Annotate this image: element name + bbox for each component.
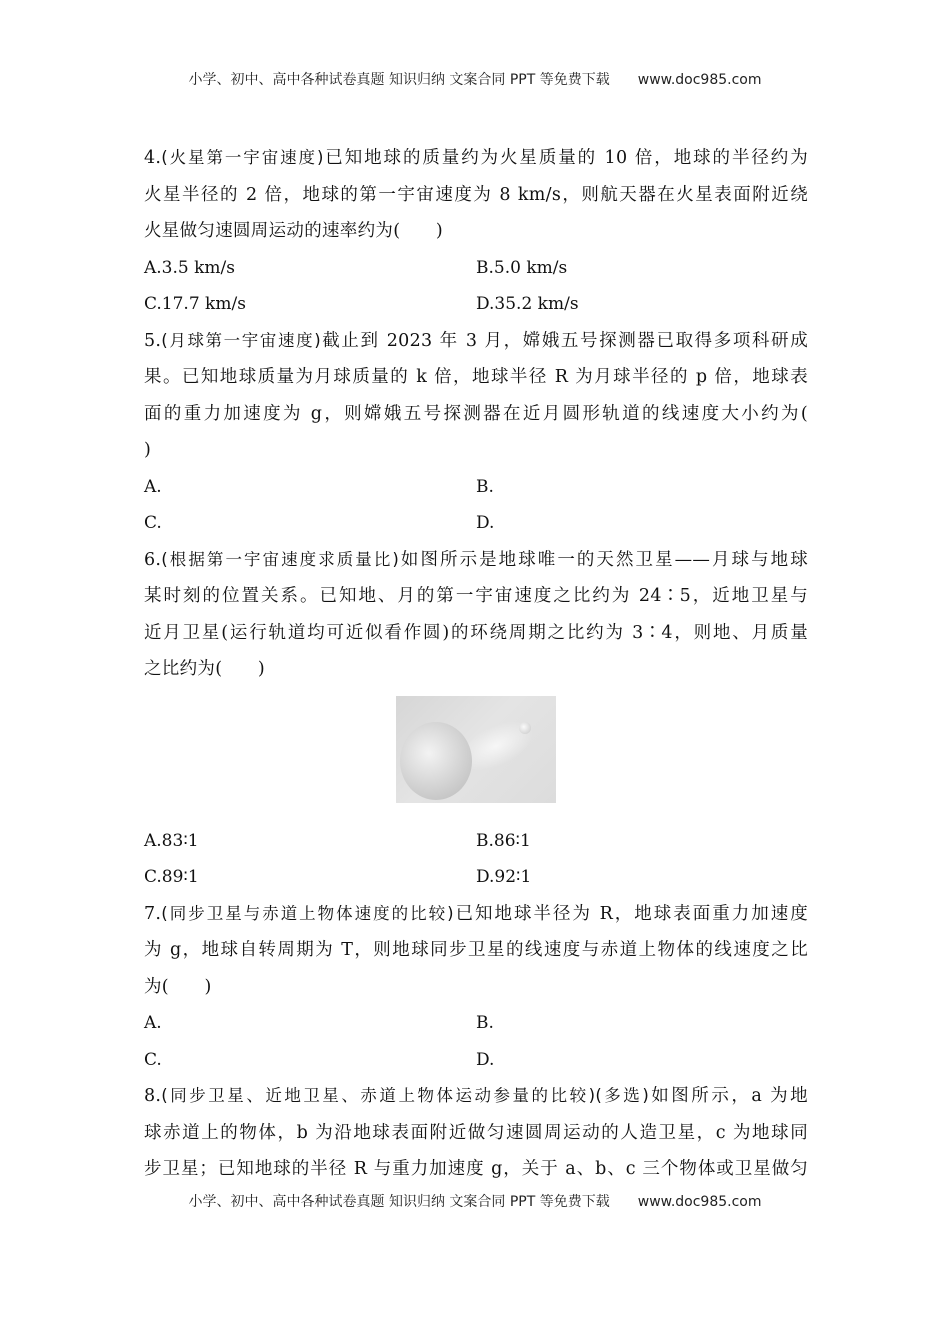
footer-url: www.doc985.com <box>637 1194 762 1210</box>
option-c: C. <box>144 1049 162 1070</box>
question-line: 近月卫星(运行轨道均可近似看作圆)的环绕周期之比约为 3∶4，则地、月质量 <box>144 622 808 643</box>
page-header <box>0 69 950 89</box>
question-5 <box>144 323 808 542</box>
option-d: D.92∶1 <box>476 867 532 887</box>
options-row <box>144 1042 808 1079</box>
exam-page <box>144 140 808 1188</box>
options-row <box>144 1005 808 1042</box>
options-row <box>144 286 808 323</box>
options-row <box>144 505 808 542</box>
question-topic: (同步卫星与赤道上物体速度的比较) <box>161 903 454 923</box>
option-d: D. <box>476 513 495 533</box>
question-topic: (月球第一宇宙速度) <box>161 330 321 350</box>
page-footer <box>0 1191 950 1211</box>
option-b: B.5.0 km/s <box>476 257 568 278</box>
question-number: 5. <box>144 330 162 351</box>
question-line <box>144 323 808 360</box>
question-line: 为( ) <box>144 976 212 997</box>
question-line: 球赤道上的物体，b 为沿地球表面附近做匀速圆周运动的人造卫星，c 为地球同 <box>144 1122 808 1143</box>
option-c: C. <box>144 513 162 533</box>
question-text: 已知地球的质量约为火星质量的 10 倍，地球的半径约为 <box>323 148 808 168</box>
question-line: 之比约为( ) <box>144 659 266 679</box>
question-topic: (同步卫星、近地卫星、赤道上物体运动参量的比较)(多选) <box>161 1086 650 1105</box>
question-line: 步卫星；已知地球的半径 R 与重力加速度 g，关于 a、b、c 三个物体或卫星做匀 <box>144 1159 808 1179</box>
question-line: 某时刻的位置关系。已知地、月的第一宇宙速度之比约为 24∶5，近地卫星与 <box>144 586 808 606</box>
question-8 <box>144 1078 808 1188</box>
question-7 <box>144 896 808 1079</box>
options-row <box>144 250 808 287</box>
header-url: www.doc985.com <box>637 72 762 88</box>
question-line <box>144 896 808 933</box>
question-4 <box>144 140 808 323</box>
question-number: 4. <box>144 148 162 168</box>
question-line: ) <box>144 440 152 460</box>
footer-text: 小学、初中、高中各种试卷真题 知识归纳 文案合同 PPT 等免费下载 <box>188 1194 610 1210</box>
question-topic: (根据第一宇宙速度求质量比) <box>161 549 400 569</box>
question-line <box>144 140 808 177</box>
question-line: 面的重力加速度为 g，则嫦娥五号探测器在近月圆形轨道的线速度大小约为( <box>144 403 808 424</box>
option-a: A.3.5 km/s <box>144 257 235 278</box>
option-b: B. <box>476 476 494 497</box>
header-text: 小学、初中、高中各种试卷真题 知识归纳 文案合同 PPT 等免费下载 <box>188 72 610 88</box>
question-number: 8. <box>144 1086 162 1106</box>
moon-icon <box>519 722 531 734</box>
option-b: B.86∶1 <box>476 830 531 851</box>
option-c: C.89∶1 <box>144 867 199 887</box>
question-number: 6. <box>144 549 162 570</box>
question-number: 7. <box>144 903 162 924</box>
question-line: 火星做匀速圆周运动的速率约为( ) <box>144 221 444 241</box>
question-topic: (火星第一宇宙速度) <box>161 148 324 167</box>
question-6 <box>144 542 808 896</box>
option-d: D.35.2 km/s <box>476 294 579 314</box>
question-line <box>144 542 808 579</box>
question-text: 如图所示，a 为地 <box>649 1086 808 1106</box>
option-d: D. <box>476 1049 495 1070</box>
question-line: 为 g，地球自转周期为 T，则地球同步卫星的线速度与赤道上物体的线速度之比 <box>144 940 808 960</box>
earth-icon <box>400 722 472 800</box>
question-text: 已知地球半径为 R，地球表面重力加速度 <box>453 903 808 924</box>
question-line: 火星半径的 2 倍，地球的第一宇宙速度为 8 km/s，则航天器在火星表面附近绕 <box>144 184 808 205</box>
question-line <box>144 1078 808 1115</box>
question-text: 截止到 2023 年 3 月，嫦娥五号探测器已取得多项科研成 <box>320 330 809 351</box>
earth-moon-image <box>396 696 556 803</box>
options-row <box>144 859 808 896</box>
option-c: C.17.7 km/s <box>144 294 246 314</box>
option-a: A.83∶1 <box>144 830 199 851</box>
option-a: A. <box>144 476 162 497</box>
option-a: A. <box>144 1013 162 1033</box>
options-row <box>144 469 808 506</box>
question-line: 果。已知地球质量为月球质量的 k 倍，地球半径 R 为月球半径的 p 倍，地球表 <box>144 367 808 387</box>
options-row <box>144 823 808 860</box>
option-b: B. <box>476 1013 494 1033</box>
question-text: 如图所示是地球唯一的天然卫星——月球与地球 <box>399 549 808 570</box>
